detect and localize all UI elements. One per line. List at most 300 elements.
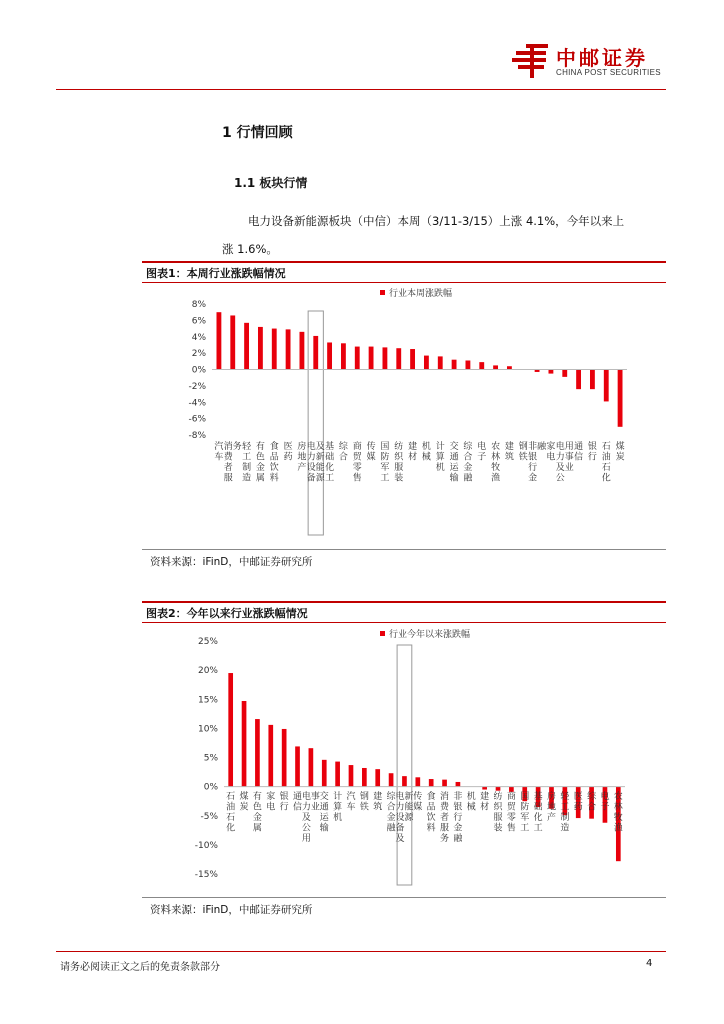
svg-text:车: 车 — [346, 802, 356, 813]
svg-text:化: 化 — [325, 463, 335, 473]
figure1-title: 图表1：本周行业涨跌幅情况 — [146, 267, 286, 280]
svg-text:电: 电 — [306, 442, 316, 452]
svg-text:行: 行 — [587, 452, 597, 463]
bar — [424, 356, 429, 370]
svg-text:药: 药 — [573, 802, 583, 813]
svg-text:力: 力 — [306, 452, 316, 463]
y-tick-label: -8% — [188, 431, 206, 441]
bar — [268, 725, 273, 787]
svg-text:业: 业 — [310, 802, 320, 813]
svg-text:食: 食 — [269, 442, 279, 452]
svg-text:钢: 钢 — [359, 792, 369, 802]
bar — [282, 729, 287, 787]
category-label — [427, 790, 436, 834]
svg-text:力: 力 — [395, 802, 405, 813]
bar — [309, 748, 314, 786]
bar — [382, 347, 387, 369]
category-label — [240, 790, 249, 813]
svg-text:炭: 炭 — [239, 802, 249, 813]
svg-text:林: 林 — [491, 452, 501, 463]
bar — [479, 362, 484, 369]
svg-text:输: 输 — [319, 823, 329, 834]
svg-text:机: 机 — [421, 442, 431, 452]
category-label — [588, 440, 597, 463]
legend-label: 行业本周涨跌幅 — [389, 289, 453, 299]
svg-text:地: 地 — [546, 802, 556, 813]
svg-text:牧: 牧 — [491, 463, 501, 473]
svg-text:建: 建 — [480, 792, 490, 802]
category-label — [353, 440, 363, 484]
legend-label: 行业今年以来涨跌幅 — [389, 630, 471, 640]
svg-text:品: 品 — [269, 452, 279, 463]
svg-text:银: 银 — [279, 792, 289, 802]
svg-text:化: 化 — [226, 823, 236, 834]
svg-text:车: 车 — [214, 452, 224, 463]
y-tick-label: -4% — [188, 398, 206, 409]
svg-text:油: 油 — [226, 802, 236, 813]
bar — [548, 370, 553, 374]
svg-text:计: 计 — [435, 442, 445, 452]
svg-text:钢: 钢 — [518, 442, 528, 452]
company-logo — [512, 42, 672, 82]
svg-text:运: 运 — [449, 463, 459, 473]
bar — [286, 329, 291, 369]
svg-text:融: 融 — [463, 473, 473, 484]
svg-text:消: 消 — [223, 442, 233, 452]
svg-text:算: 算 — [333, 802, 343, 813]
bar — [216, 312, 221, 369]
category-label — [256, 440, 265, 484]
svg-text:机: 机 — [466, 792, 476, 802]
svg-text:家: 家 — [546, 442, 556, 452]
category-label — [600, 790, 609, 813]
svg-text:纺: 纺 — [394, 442, 404, 452]
svg-text:织: 织 — [394, 452, 404, 463]
svg-text:售: 售 — [352, 473, 362, 484]
bar — [576, 370, 581, 390]
highlight-box — [397, 645, 412, 885]
svg-text:色: 色 — [255, 452, 265, 463]
svg-text:合: 合 — [463, 452, 473, 463]
svg-text:售: 售 — [506, 823, 516, 834]
svg-text:料: 料 — [269, 473, 279, 484]
category-label — [467, 790, 476, 813]
svg-text:料: 料 — [426, 823, 436, 834]
svg-text:源: 源 — [404, 813, 414, 823]
svg-text:金: 金 — [528, 473, 538, 484]
category-label — [574, 791, 583, 813]
y-tick-label: 10% — [197, 724, 218, 735]
svg-text:房: 房 — [297, 442, 307, 452]
svg-text:电: 电 — [555, 442, 565, 452]
svg-text:新: 新 — [315, 452, 325, 463]
svg-text:及: 及 — [555, 463, 565, 473]
svg-text:综: 综 — [386, 792, 396, 802]
svg-text:通: 通 — [293, 792, 303, 802]
svg-text:能: 能 — [404, 802, 414, 813]
svg-text:电: 电 — [395, 792, 405, 802]
svg-text:化: 化 — [601, 473, 611, 484]
section-heading: 1 行情回顾 — [222, 125, 293, 141]
bar — [244, 323, 249, 370]
svg-text:械: 械 — [421, 452, 431, 463]
disclaimer-note: 请务必阅读正文之后的免责条款部分 — [60, 962, 220, 973]
svg-text:融: 融 — [453, 834, 463, 844]
svg-text:子: 子 — [477, 452, 487, 463]
svg-text:交: 交 — [319, 792, 329, 802]
y-tick-label: 0% — [191, 365, 206, 376]
svg-text:轻: 轻 — [560, 792, 570, 802]
svg-text:铁: 铁 — [518, 452, 528, 463]
svg-text:者: 者 — [440, 813, 450, 823]
category-label — [373, 790, 382, 813]
category-label — [507, 790, 517, 834]
svg-text:造: 造 — [242, 473, 252, 484]
bar — [299, 332, 304, 370]
y-tick-label: -2% — [188, 381, 206, 392]
svg-text:银: 银 — [587, 442, 597, 452]
category-label — [546, 440, 555, 463]
svg-text:工: 工 — [520, 823, 530, 834]
svg-text:装: 装 — [493, 823, 503, 834]
bar — [429, 779, 434, 787]
page-number: 4 — [646, 958, 653, 969]
svg-text:通: 通 — [449, 452, 459, 463]
category-label — [307, 440, 326, 484]
bar — [228, 673, 233, 787]
category-label — [293, 791, 302, 813]
svg-text:用: 用 — [301, 834, 311, 844]
bar — [375, 769, 380, 786]
subsection-heading: 1.1 板块行情 — [234, 176, 308, 190]
svg-text:及: 及 — [301, 813, 311, 823]
category-label — [320, 790, 330, 834]
category-label — [519, 440, 528, 463]
svg-text:务: 务 — [232, 442, 242, 452]
category-label — [614, 790, 623, 834]
y-tick-label: -6% — [188, 414, 206, 425]
category-label — [422, 440, 431, 463]
figure2-title: 图表2：今年以来行业涨跌幅情况 — [146, 607, 308, 620]
svg-text:械: 械 — [466, 802, 476, 813]
svg-text:林: 林 — [613, 802, 623, 813]
category-label — [380, 441, 389, 484]
category-label — [574, 441, 583, 463]
svg-text:煤: 煤 — [615, 442, 625, 452]
y-tick-label: 4% — [191, 332, 206, 343]
y-tick-label: 0% — [203, 782, 218, 793]
svg-text:行: 行 — [279, 802, 289, 813]
bar — [242, 701, 247, 787]
bar — [255, 719, 260, 787]
svg-text:通: 通 — [319, 802, 329, 813]
category-label — [302, 790, 320, 844]
category-label — [297, 440, 306, 473]
figure1-source: 资料来源：iFinD，中邮证券研究所 — [150, 556, 313, 568]
svg-text:合: 合 — [338, 452, 348, 463]
svg-text:饮: 饮 — [426, 813, 436, 823]
category-label — [528, 440, 547, 484]
svg-text:织: 织 — [493, 802, 503, 813]
svg-text:地: 地 — [297, 452, 307, 463]
svg-text:零: 零 — [352, 463, 362, 473]
svg-text:服: 服 — [493, 813, 503, 823]
svg-text:军: 军 — [520, 813, 530, 823]
svg-text:电: 电 — [301, 792, 311, 802]
svg-text:工: 工 — [325, 473, 335, 484]
svg-text:公: 公 — [301, 823, 311, 834]
svg-text:源: 源 — [315, 473, 325, 484]
svg-text:装: 装 — [394, 473, 404, 484]
svg-text:事: 事 — [310, 792, 320, 802]
svg-text:费: 费 — [223, 452, 233, 463]
bar — [313, 336, 318, 370]
category-label — [453, 790, 463, 844]
svg-text:电: 电 — [266, 802, 276, 813]
category-label — [560, 790, 570, 834]
svg-text:制: 制 — [242, 463, 252, 473]
svg-text:农: 农 — [613, 792, 623, 802]
bar — [355, 347, 360, 370]
svg-text:防: 防 — [520, 802, 530, 813]
svg-text:石: 石 — [601, 463, 611, 473]
svg-text:贸: 贸 — [506, 802, 516, 813]
svg-text:非: 非 — [528, 442, 538, 452]
svg-text:础: 础 — [533, 802, 543, 813]
svg-text:品: 品 — [426, 802, 436, 813]
svg-text:金: 金 — [463, 463, 473, 473]
bar — [295, 746, 300, 786]
svg-text:房: 房 — [546, 792, 556, 802]
svg-text:有: 有 — [252, 792, 262, 802]
svg-text:建: 建 — [408, 442, 418, 452]
svg-text:业: 业 — [564, 463, 574, 473]
svg-text:石: 石 — [226, 792, 236, 802]
category-label — [413, 790, 422, 813]
svg-text:计: 计 — [333, 792, 343, 802]
svg-text:及: 及 — [315, 442, 325, 452]
category-label — [333, 790, 342, 823]
svg-text:础: 础 — [325, 452, 335, 463]
svg-text:石: 石 — [601, 442, 611, 452]
svg-text:基: 基 — [325, 442, 335, 452]
svg-text:金: 金 — [255, 463, 265, 473]
category-label — [602, 441, 611, 484]
svg-text:炭: 炭 — [615, 452, 625, 463]
svg-text:基: 基 — [533, 792, 543, 802]
svg-text:服: 服 — [440, 823, 450, 834]
category-label — [339, 440, 349, 463]
category-label — [556, 440, 574, 484]
svg-text:金: 金 — [252, 813, 262, 823]
bar — [415, 777, 420, 786]
legend-swatch — [380, 631, 385, 636]
svg-text:及: 及 — [395, 834, 405, 844]
svg-text:综: 综 — [463, 442, 473, 452]
svg-text:煤: 煤 — [239, 792, 249, 802]
bar — [335, 762, 340, 787]
svg-text:消: 消 — [440, 792, 450, 802]
svg-text:能: 能 — [315, 463, 325, 473]
svg-text:筑: 筑 — [504, 452, 514, 463]
svg-text:服: 服 — [223, 473, 233, 484]
svg-text:工: 工 — [560, 802, 570, 813]
bar — [272, 329, 277, 370]
bar — [496, 787, 501, 791]
svg-text:信: 信 — [293, 802, 303, 813]
category-label — [494, 790, 504, 834]
bar — [369, 347, 374, 370]
category-label — [436, 440, 445, 473]
svg-text:牧: 牧 — [613, 813, 623, 823]
figure1-top-rule — [142, 261, 666, 263]
svg-text:备: 备 — [306, 473, 316, 484]
svg-text:油: 油 — [601, 452, 611, 463]
category-label — [325, 440, 334, 484]
svg-text:石: 石 — [226, 813, 236, 823]
y-tick-label: 5% — [203, 753, 218, 764]
svg-text:工: 工 — [533, 823, 543, 834]
bar — [230, 315, 235, 369]
svg-text:事: 事 — [564, 452, 574, 463]
category-label — [270, 440, 279, 484]
svg-text:行: 行 — [528, 463, 538, 473]
svg-text:产: 产 — [297, 463, 307, 473]
svg-text:化: 化 — [533, 813, 543, 823]
svg-text:电: 电 — [600, 792, 610, 802]
svg-text:食: 食 — [426, 792, 436, 802]
svg-text:设: 设 — [395, 813, 405, 823]
svg-text:材: 材 — [480, 802, 490, 813]
category-label — [480, 790, 489, 813]
bar — [618, 370, 623, 427]
svg-text:合: 合 — [386, 802, 396, 813]
svg-text:纺: 纺 — [493, 792, 503, 802]
bar — [452, 360, 457, 370]
bar — [442, 780, 447, 787]
svg-text:贸: 贸 — [352, 452, 362, 463]
svg-text:备: 备 — [395, 823, 405, 834]
svg-text:机: 机 — [333, 813, 343, 823]
svg-text:药: 药 — [283, 452, 293, 463]
svg-text:材: 材 — [408, 452, 418, 463]
category-label — [242, 440, 252, 484]
svg-text:输: 输 — [449, 473, 459, 484]
svg-text:渔: 渔 — [491, 473, 501, 484]
bar — [410, 349, 415, 369]
svg-text:务: 务 — [440, 834, 450, 844]
svg-text:制: 制 — [560, 813, 570, 823]
svg-text:军: 军 — [380, 463, 390, 473]
svg-text:力: 力 — [301, 802, 311, 813]
header-divider — [56, 89, 666, 90]
figure2-source: 资料来源：iFinD，中邮证券研究所 — [150, 904, 313, 916]
svg-text:子: 子 — [600, 802, 610, 813]
svg-text:产: 产 — [546, 813, 556, 823]
svg-text:者: 者 — [223, 463, 233, 473]
svg-text:设: 设 — [306, 463, 316, 473]
category-label — [491, 440, 500, 484]
category-label — [367, 440, 376, 463]
svg-text:行: 行 — [453, 813, 463, 823]
legend-swatch — [380, 290, 385, 295]
category-label — [463, 440, 473, 484]
svg-text:铁: 铁 — [359, 802, 369, 813]
bar — [258, 327, 263, 370]
footer-divider — [56, 951, 666, 952]
category-label — [477, 440, 486, 463]
svg-text:服: 服 — [394, 463, 404, 473]
bar — [362, 768, 367, 787]
svg-text:建: 建 — [373, 792, 383, 802]
bar — [493, 365, 498, 369]
category-label — [214, 440, 223, 463]
category-label — [253, 790, 262, 834]
category-label — [280, 790, 289, 813]
figure2-source-rule — [142, 897, 666, 898]
svg-text:零: 零 — [506, 813, 516, 823]
svg-text:医: 医 — [283, 442, 293, 452]
svg-text:国: 国 — [380, 442, 390, 452]
svg-text:造: 造 — [560, 823, 570, 834]
ytd-industry-change-chart — [142, 623, 666, 893]
y-tick-label: 15% — [197, 695, 218, 706]
svg-text:银: 银 — [528, 452, 538, 463]
svg-text:饮: 饮 — [269, 463, 279, 473]
logo-english-name: CHINA POST SECURITIES — [556, 68, 661, 77]
svg-text:银: 银 — [453, 802, 463, 813]
svg-text:融: 融 — [386, 823, 396, 834]
weekly-industry-change-chart — [142, 283, 666, 545]
y-tick-label: -15% — [194, 870, 218, 880]
svg-text:新: 新 — [404, 792, 414, 802]
svg-text:防: 防 — [380, 452, 390, 463]
category-label — [534, 790, 543, 834]
chart-legend — [380, 287, 452, 299]
bar — [327, 342, 332, 369]
svg-text:算: 算 — [435, 452, 445, 463]
bar — [389, 773, 394, 786]
svg-text:国: 国 — [520, 792, 530, 802]
bar — [341, 343, 346, 369]
svg-text:渔: 渔 — [613, 823, 623, 834]
svg-text:属: 属 — [252, 823, 262, 834]
svg-text:汽: 汽 — [346, 792, 356, 802]
svg-text:媒: 媒 — [413, 802, 423, 813]
svg-text:非: 非 — [453, 792, 463, 802]
category-label — [266, 790, 275, 813]
y-tick-label: -5% — [200, 811, 218, 822]
svg-text:家: 家 — [266, 792, 276, 802]
category-label — [505, 440, 514, 463]
category-label — [450, 440, 460, 484]
svg-text:色: 色 — [252, 802, 262, 813]
y-tick-label: 6% — [191, 316, 206, 327]
svg-text:汽: 汽 — [214, 442, 224, 452]
china-post-emblem-icon — [512, 42, 552, 80]
body-paragraph-line1: 电力设备新能源板块（中信）本周（3/11-3/15）上涨 4.1%，今年以来上 — [248, 214, 625, 228]
svg-text:机: 机 — [435, 463, 445, 473]
category-label — [408, 440, 417, 463]
bar — [438, 356, 443, 369]
category-label — [226, 791, 235, 834]
figure2-top-rule — [142, 601, 666, 603]
svg-text:交: 交 — [449, 442, 459, 452]
svg-text:通: 通 — [574, 442, 584, 452]
y-tick-label: 25% — [197, 637, 218, 647]
bar — [396, 348, 401, 369]
category-label — [360, 790, 369, 813]
